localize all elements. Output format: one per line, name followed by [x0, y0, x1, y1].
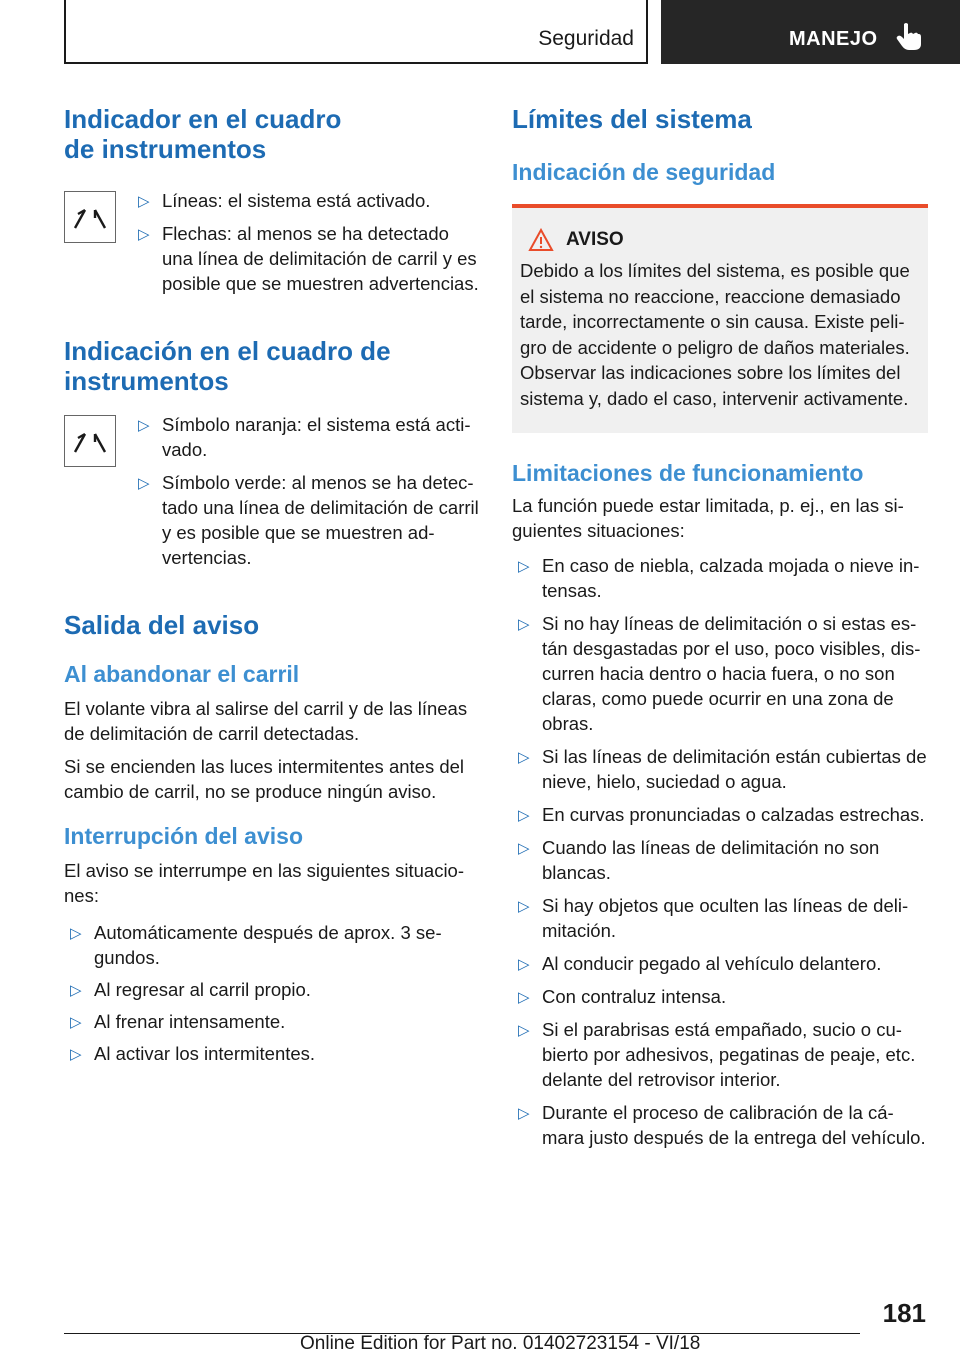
section-title: Seguridad — [538, 27, 634, 50]
warning-box — [512, 204, 928, 433]
interruption-subheading: Interrupción del aviso — [64, 823, 303, 849]
edition-footer: Online Edition for Part no. 01402723154 - VI/18 — [300, 1333, 701, 1354]
list-item: ▷ Líneas: el sistema está activado. — [138, 190, 431, 211]
display-list — [132, 412, 480, 578]
warning-text: Debido a los límites del sistema, es posible que el sistema no reaccione, reaccione demasiado tarde, incorrectamente o sin causa. Existe peligro de accidente o peligro de daños materiales. Observar las indicaciones sobre los límites del sistema y, dado el caso, intervenir activamente. — [520, 260, 910, 409]
lane-departure-subheading: Al abandonar el carril — [64, 661, 300, 687]
indicator-list — [132, 188, 480, 304]
left-column — [64, 104, 480, 1066]
warning-label: AVISO — [566, 229, 624, 250]
paragraph: Si se encienden las luces intermitentes antes del cambio de carril, no se produce ningún aviso. — [64, 756, 465, 802]
interruption-list — [64, 920, 480, 1066]
list-item: ▷ Si no hay líneas de delimitación o si estas están desgastadas por el uso, poco visibles, discurren hacia dentro o hacia fuera, o no son claras, como puede ocurrir en una zona de obras. — [518, 613, 921, 734]
limitations-subheading: Limitaciones de funcionamiento — [512, 460, 864, 486]
chapter-tab[interactable] — [661, 0, 960, 64]
list-item: ▷ Cuando las líneas de delimitación no son blancas. — [518, 837, 880, 883]
paragraph: La función puede estar limitada, p. ej., en las siguientes situaciones: — [512, 495, 904, 541]
page-number: 181 — [882, 1298, 926, 1328]
paragraph: El aviso se interrumpe en las siguientes situaciones: — [64, 860, 465, 906]
list-item: ▷ Automáticamente después de aprox. 3 segundos. — [70, 922, 442, 968]
list-item: ▷ Si el parabrisas está empañado, sucio o cubierto por adhesivos, pegatinas de peaje, etc. delante del retrovisor interior. — [518, 1019, 916, 1090]
list-item: ▷ Símbolo verde: al menos se ha detectado una línea de delimitación de carril y es posible que se muestren advertencias. — [138, 472, 479, 568]
indicator-heading: Indicador en el cuadro de instrumentos — [64, 104, 342, 164]
list-item: ▷ En caso de niebla, calzada mojada o nieve intensas. — [518, 555, 920, 601]
list-item: ▷ Flechas: al menos se ha detectado una línea de delimitación de carril y es posible que se muestren advertencias. — [138, 223, 479, 294]
list-item: ▷ Si las líneas de delimitación están cubiertas de nieve, hielo, suciedad o agua. — [518, 746, 927, 792]
list-item: ▷ Al conducir pegado al vehículo delantero. — [518, 953, 882, 974]
list-item: ▷ Al regresar al carril propio. — [70, 979, 311, 1000]
lane-lines-icon — [64, 415, 116, 467]
list-item: ▷ Durante el proceso de calibración de la cámara justo después de la entrega del vehículo. — [518, 1102, 926, 1148]
warning-triangle-icon — [528, 228, 554, 252]
safety-subheading: Indicación de seguridad — [512, 159, 776, 185]
list-item: ▷ Al activar los intermitentes. — [70, 1043, 316, 1064]
list-item: ▷ En curvas pronunciadas o calzadas estrechas. — [518, 804, 925, 825]
limitations-list — [512, 553, 928, 1150]
lane-lines-icon — [64, 191, 116, 243]
hand-pointer-icon — [895, 22, 923, 52]
system-limits-heading: Límites del sistema — [512, 104, 752, 134]
list-item: ▷ Al frenar intensamente. — [70, 1011, 286, 1032]
warning-output-heading: Salida del aviso — [64, 610, 260, 640]
list-item: ▷ Con contraluz intensa. — [518, 986, 727, 1007]
display-heading: Indicación en el cuadro de instrumentos — [64, 336, 391, 396]
list-item: ▷ Símbolo naranja: el sistema está activado. — [138, 414, 471, 460]
right-column — [512, 104, 928, 1158]
list-item: ▷ Si hay objetos que oculten las líneas de delimitación. — [518, 895, 909, 941]
chapter-label: MANEJO — [789, 28, 878, 50]
paragraph: El volante vibra al salirse del carril y de las líneas de delimitación de carril detectadas. — [64, 698, 468, 744]
